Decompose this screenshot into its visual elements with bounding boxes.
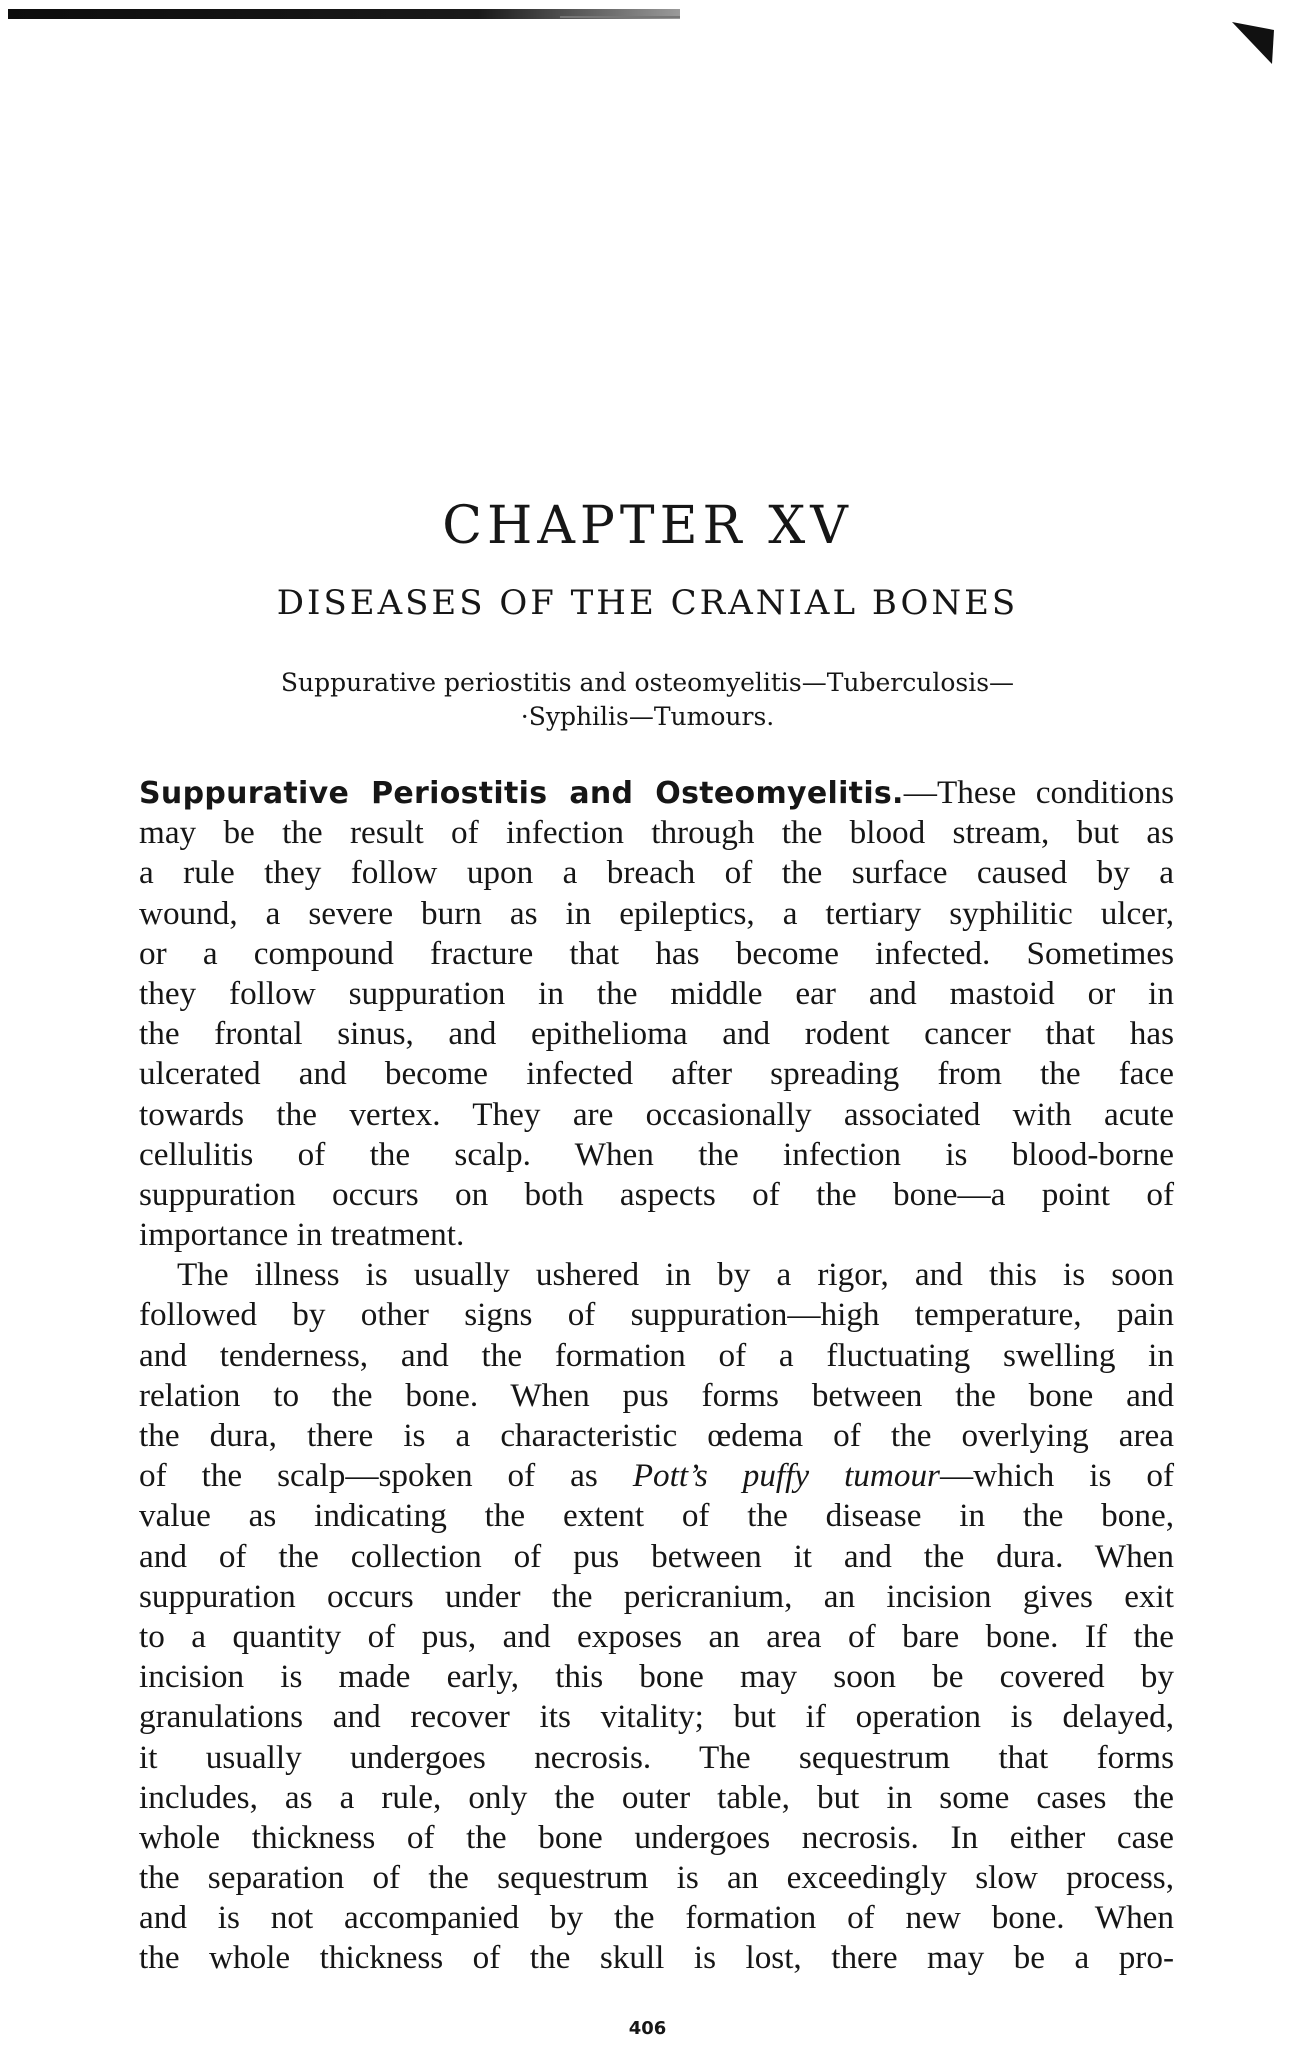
text-line: the separation of the sequestrum is an exceedingly slow process, — [139, 1859, 1174, 1897]
synopsis-line: ·Syphilis—Tumours. — [520, 702, 775, 731]
text-line: towards the vertex. They are occasionally associated with acute — [139, 1095, 1174, 1133]
text-fragment: of the scalp—spoken of as — [139, 1457, 633, 1495]
italic-term: Pott’s puffy tumour — [632, 1457, 940, 1495]
text-line: the dura, there is a characteristic œdema of the overlying area — [139, 1417, 1174, 1454]
text-line: and tenderness, and the formation of a fluctuating swelling in — [139, 1336, 1174, 1374]
text-fragment: —which is of — [939, 1457, 1174, 1495]
text-line: suppuration occurs on both aspects of the bone—a point of — [139, 1175, 1174, 1213]
corner-mark-icon — [1232, 22, 1274, 64]
text-line: whole thickness of the bone undergoes necrosis. In either case — [139, 1818, 1174, 1856]
text-line: granulations and recover its vitality; but if operation is delayed, — [139, 1698, 1174, 1736]
chapter-synopsis — [0, 666, 1295, 734]
top-rule-tail — [560, 16, 680, 18]
text-line: followed by other signs of suppuration—high temperature, pain — [139, 1296, 1174, 1334]
text-line: to a quantity of pus, and exposes an area of bare bone. If the — [139, 1617, 1174, 1655]
text-line: or a compound fracture that has become infected. Sometimes — [139, 934, 1174, 972]
section-heading: Suppurative Periostitis and Osteomyelitis. — [139, 776, 904, 811]
text-line: relation to the bone. When pus forms between the bone and — [139, 1376, 1174, 1414]
text-line: cellulitis of the scalp. When the infection is blood-borne — [139, 1135, 1174, 1173]
body-text — [139, 773, 1174, 1979]
text-line: the whole thickness of the skull is lost, there may be a pro- — [139, 1939, 1174, 1977]
text-line: and is not accompanied by the formation of new bone. When — [139, 1899, 1174, 1937]
text-line: importance in treatment. — [139, 1216, 465, 1254]
text-line-with-italic — [139, 1456, 1174, 1496]
text-line: —These conditions — [903, 774, 1174, 811]
text-line: they follow suppuration in the middle ear and mastoid or in — [139, 974, 1174, 1012]
page-number: 406 — [628, 2018, 667, 2039]
text-line: may be the result of infection through the blood stream, but as — [139, 814, 1174, 852]
paragraph-first-line: The illness is usually ushered in by a rigor, and this is soon — [177, 1256, 1174, 1294]
text-line: it usually undergoes necrosis. The sequestrum that forms — [139, 1738, 1174, 1776]
text-line: incision is made early, this bone may soon be covered by — [139, 1658, 1174, 1696]
synopsis-line: Suppurative periostitis and osteomyelitis—Tuberculosis— — [280, 668, 1015, 697]
text-line: a rule they follow upon a breach of the surface caused by a — [139, 854, 1174, 892]
chapter-heading: CHAPTER XV — [442, 496, 853, 556]
text-line: ulcerated and become infected after spreading from the face — [139, 1055, 1174, 1093]
text-line: suppuration occurs under the pericranium, an incision gives exit — [139, 1577, 1174, 1615]
text-line: and of the collection of pus between it and the dura. When — [139, 1537, 1174, 1575]
text-line: wound, a severe burn as in epileptics, a tertiary syphilitic ulcer, — [139, 894, 1174, 932]
text-line: the frontal sinus, and epithelioma and rodent cancer that has — [139, 1015, 1174, 1053]
text-line: value as indicating the extent of the disease in the bone, — [139, 1497, 1174, 1535]
chapter-title: DISEASES OF THE CRANIAL BONES — [276, 583, 1019, 623]
section-first-line — [139, 773, 1174, 813]
text-line: includes, as a rule, only the outer table, but in some cases the — [139, 1778, 1174, 1816]
